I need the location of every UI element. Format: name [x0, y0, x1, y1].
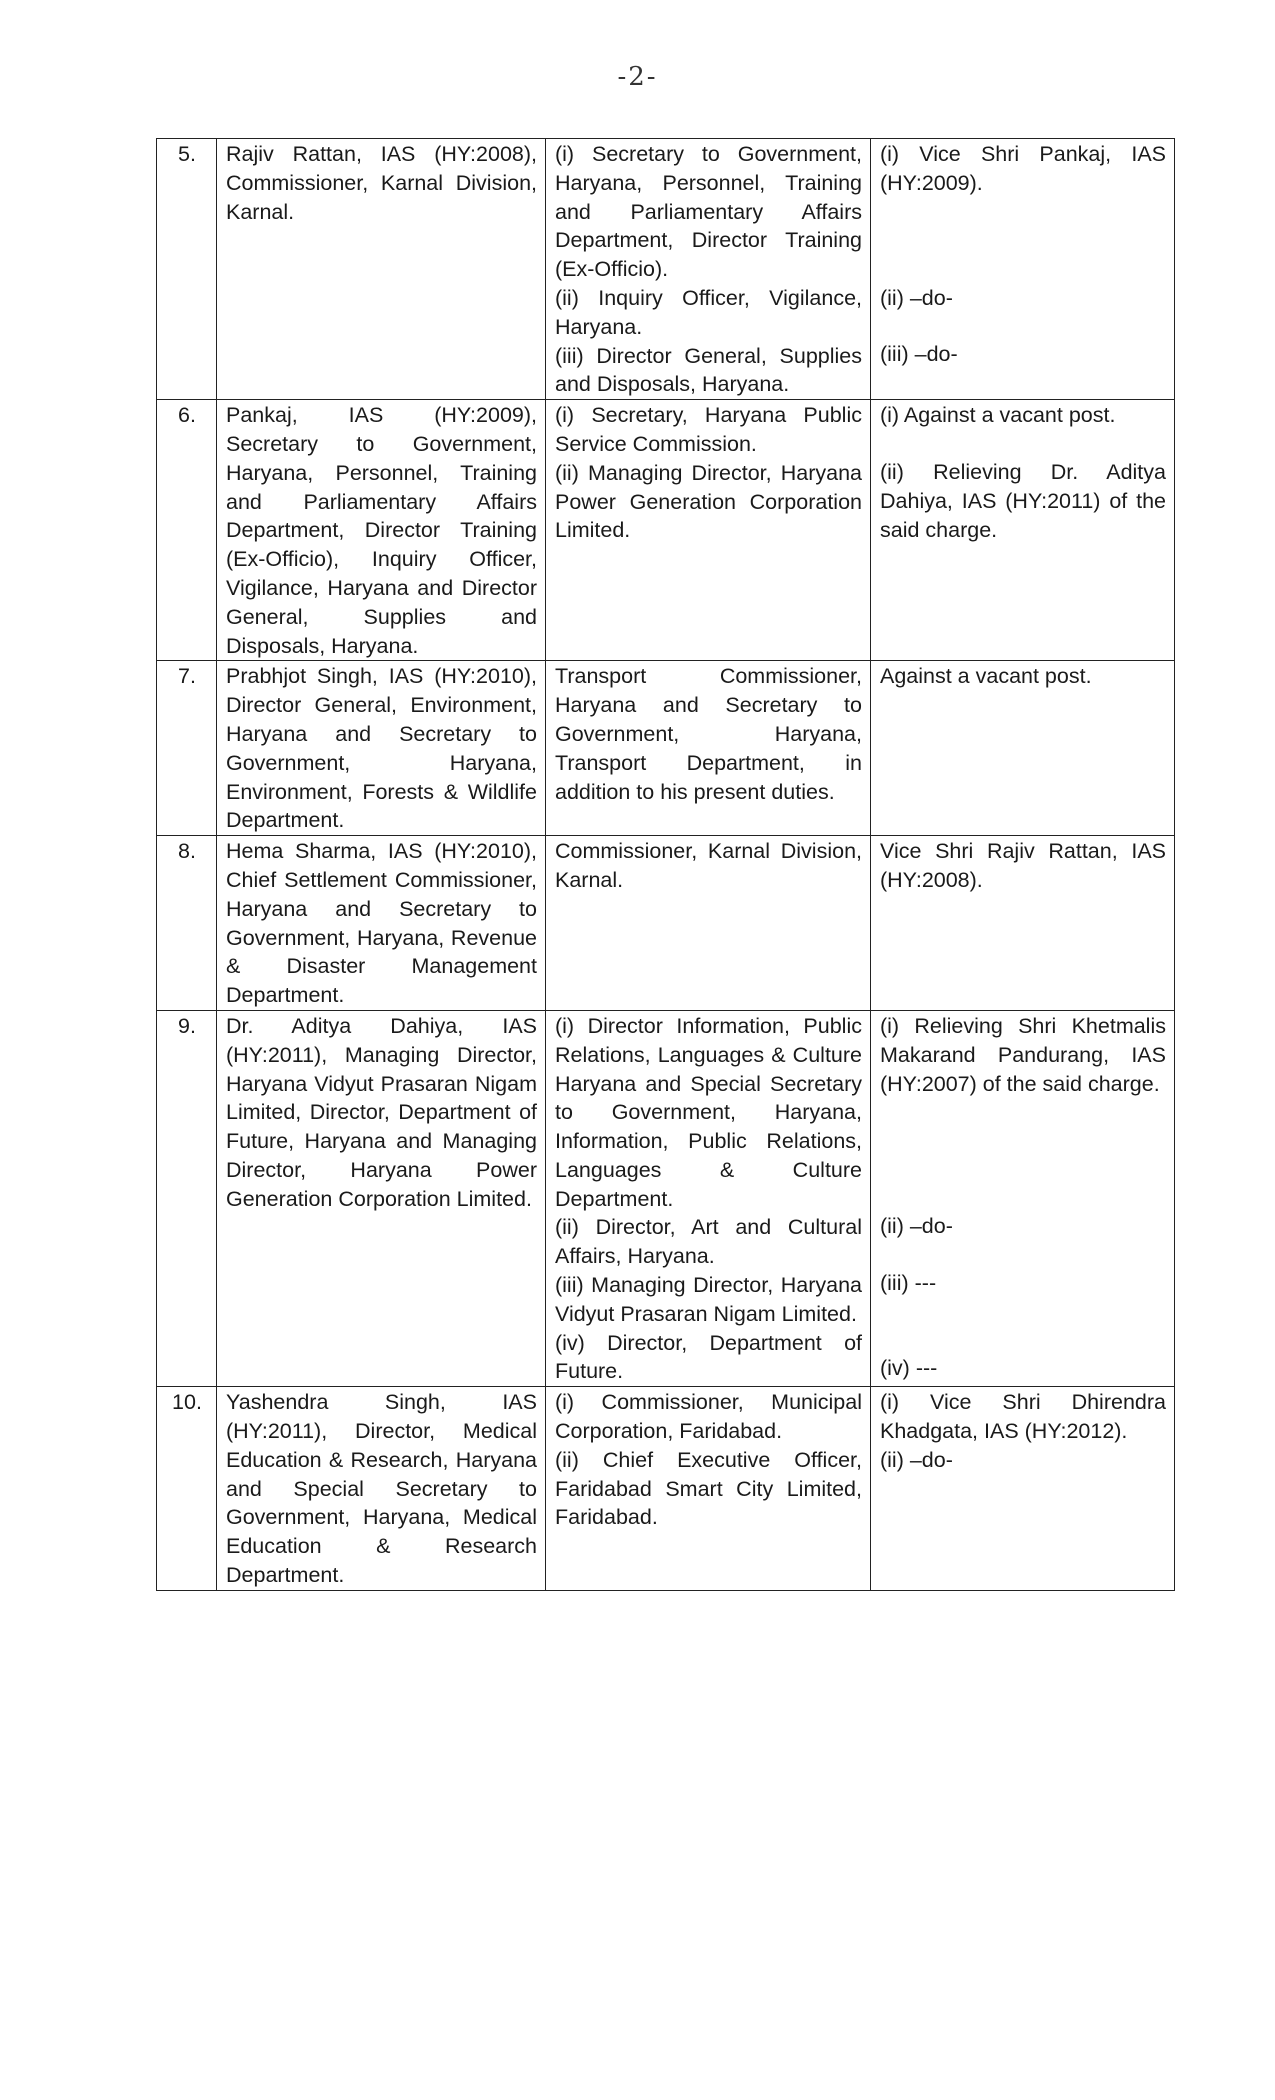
remark-item: (ii) –do-: [880, 285, 953, 310]
remark-item: (i) Against a vacant post.: [880, 403, 1116, 428]
posting-item: (ii) Inquiry Officer, Vigilance, Haryana.: [555, 285, 862, 339]
posting-item: (i) Commissioner, Municipal Corporation, Faridabad.: [555, 1390, 862, 1444]
remark-item: (ii) Relieving Dr. Aditya Dahiya, IAS (HY:2011) of the said charge.: [880, 459, 1166, 542]
remarks: [871, 400, 1175, 661]
remarks: [871, 139, 1175, 400]
posting-item: (i) Secretary, Haryana Public Service Commission.: [555, 403, 862, 456]
serial-number: 8.: [157, 836, 217, 1011]
posting-item: (ii) Chief Executive Officer, Faridabad Smart City Limited, Faridabad.: [555, 1447, 862, 1530]
remark-item: (i) Vice Shri Pankaj, IAS (HY:2009).: [880, 142, 1166, 195]
officer-current-posting: Pankaj, IAS (HY:2009), Secretary to Government, Haryana, Personnel, Training and Parliamentary Affairs Department, Director Training (Ex-Officio), Inquiry Officer, Vigilance, Haryana and Director General, Supplies and Disposals, Haryana.: [217, 400, 546, 661]
posting-item: (iv) Director, Department of Future.: [555, 1330, 862, 1384]
new-posting: [546, 400, 871, 661]
remark-item: (ii) –do-: [880, 1447, 953, 1472]
new-posting: [546, 139, 871, 400]
table-row: [157, 661, 1175, 836]
new-posting: [546, 661, 871, 836]
officer-current-posting: Prabhjot Singh, IAS (HY:2010), Director General, Environment, Haryana and Secretary to Government, Haryana, Environment, Forests & Wildlife Department.: [217, 661, 546, 836]
remarks: [871, 836, 1175, 1011]
remarks: [871, 661, 1175, 836]
remark-item: Against a vacant post.: [880, 664, 1092, 689]
remark-item: (iv) ---: [880, 1355, 938, 1380]
posting-item: (i) Director Information, Public Relations, Languages & Culture Haryana and Special Secretary to Government, Haryana, Information, Public Relations, Languages & Culture Department.: [555, 1013, 862, 1211]
posting-item: (ii) Director, Art and Cultural Affairs, Haryana.: [555, 1215, 862, 1269]
remarks: [871, 1387, 1175, 1591]
posting-item: (iii) Managing Director, Haryana Vidyut Prasaran Nigam Limited.: [555, 1273, 862, 1326]
remark-item: (iii) –do-: [880, 342, 958, 367]
officer-current-posting: Rajiv Rattan, IAS (HY:2008), Commissioner, Karnal Division, Karnal.: [217, 139, 546, 400]
officer-current-posting: Hema Sharma, IAS (HY:2010), Chief Settlement Commissioner, Haryana and Secretary to Government, Haryana, Revenue & Disaster Management Department.: [217, 836, 546, 1011]
new-posting: [546, 1387, 871, 1591]
posting-item: (ii) Managing Director, Haryana Power Generation Corporation Limited.: [555, 460, 862, 543]
remark-item: (ii) –do-: [880, 1214, 953, 1239]
serial-number: 5.: [157, 139, 217, 400]
remark-item: (i) Relieving Shri Khetmalis Makarand Pandurang, IAS (HY:2007) of the said charge.: [880, 1013, 1166, 1096]
remark-item: (iii) ---: [880, 1271, 937, 1296]
page-number: -2-: [617, 62, 658, 92]
table-row: [157, 1387, 1175, 1591]
remark-item: Vice Shri Rajiv Rattan, IAS (HY:2008).: [880, 839, 1166, 892]
serial-number: 6.: [157, 400, 217, 661]
serial-number: 9.: [157, 1010, 217, 1386]
posting-item: Transport Commissioner, Haryana and Secretary to Government, Haryana, Transport Department, in addition to his present duties.: [555, 664, 862, 804]
new-posting: [546, 836, 871, 1011]
remarks: [871, 1010, 1175, 1386]
serial-number: 7.: [157, 661, 217, 836]
table-row: [157, 400, 1175, 661]
table-row: [157, 1010, 1175, 1386]
serial-number: 10.: [157, 1387, 217, 1591]
officer-current-posting: Dr. Aditya Dahiya, IAS (HY:2011), Managing Director, Haryana Vidyut Prasaran Nigam Limited, Director, Department of Future, Haryana and Managing Director, Haryana Power Generation Corporation Limited.: [217, 1010, 546, 1386]
posting-orders-table: [156, 138, 1175, 1591]
table-row: [157, 836, 1175, 1011]
officer-current-posting: Yashendra Singh, IAS (HY:2011), Director, Medical Education & Research, Haryana and Special Secretary to Government, Haryana, Medical Education & Research Department.: [217, 1387, 546, 1591]
posting-item: Commissioner, Karnal Division, Karnal.: [555, 839, 862, 892]
posting-item: (i) Secretary to Government, Haryana, Personnel, Training and Parliamentary Affairs Department, Director Training (Ex-Officio).: [555, 142, 862, 282]
new-posting: [546, 1010, 871, 1386]
remark-item: (i) Vice Shri Dhirendra Khadgata, IAS (HY:2012).: [880, 1390, 1166, 1444]
table-row: [157, 139, 1175, 400]
posting-item: (iii) Director General, Supplies and Disposals, Haryana.: [555, 343, 862, 397]
